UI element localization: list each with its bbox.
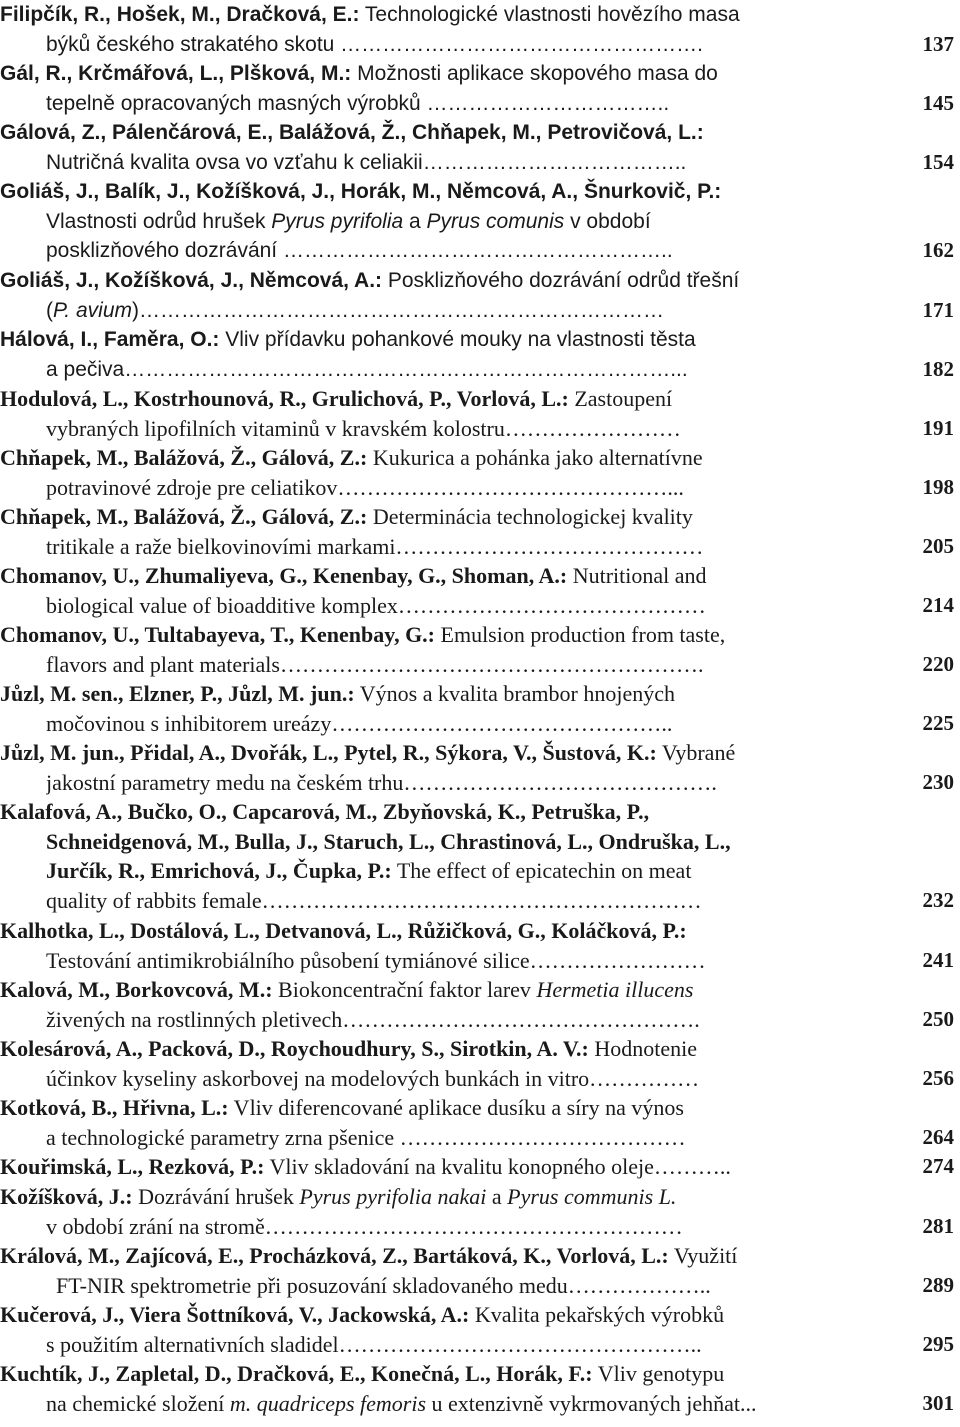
entry-authors-line: Králová, M., Zajícová, E., Procházková, Z., Bartáková, K., Vorlová, L.: Využití [0,1243,738,1268]
entry-title-line: a pečiva……………………………………………………………………... [46,357,688,381]
entry-authors-line: Goliáš, J., Balík, J., Kožíšková, J., Horák, M., Němcová, A., Šnurkovič, P.: [0,180,722,203]
entry-page-number: 264 [922,1124,954,1149]
entry-title-line: a technologické parametry zrna pšenice ………………………………… [46,1124,686,1150]
entry-page-number: 289 [922,1272,954,1297]
entry-title-line: jakostní parametry medu na českém trhu……………………………………. [46,769,717,795]
entry-authors-line: Kalhotka, L., Dostálová, L., Detvanová, L., Růžičková, G., Koláčková, P.: [0,918,687,943]
entry-authors-line: Filipčík, R., Hošek, M., Dračková, E.: Technologické vlastnosti hovězího masa [0,3,740,26]
entry-title-line: tepelně opracovaných masných výrobků …………………………….. [46,91,670,115]
entry-authors-line: Goliáš, J., Kožíšková, J., Němcová, A.: Posklizňového dozrávání odrůd třešní [0,269,740,292]
entry-authors-line: Chomanov, U., Zhumaliyeva, G., Kenenbay, G., Shoman, A.: Nutritional and [0,563,707,588]
entry-authors-line: Jůzl, M. jun., Přidal, A., Dvořák, L., Pytel, R., Sýkora, V., Šustová, K.: Vybrané [0,740,736,765]
entry-authors-line: Chomanov, U., Tultabayeva, T., Kenenbay, G.: Emulsion production from taste, [0,622,726,647]
entry-authors-line: Kožíšková, J.: Dozrávání hrušek Pyrus pyrifolia nakai a Pyrus communis L. [0,1184,677,1209]
entry-title-line: biological value of bioadditive komplex…………………………………… [46,592,706,618]
entry-page-number: 214 [922,592,954,617]
entry-title-line: na chemické složení m. quadriceps femoris u extenzivně vykrmovaných jehňat... [46,1390,757,1416]
entry-authors-line: Kalová, M., Borkovcová, M.: Biokoncentrační faktor larev Hermetia illucens [0,977,694,1002]
entry-page-number: 274 [922,1154,954,1178]
entry-title-line: Jurčík, R., Emrichová, J., Čupka, P.: The effect of epicatechin on meat [46,858,692,883]
entry-title-line: tritikale a raže bielkovinovími markami…………………………………… [46,533,704,559]
entry-page-number: 137 [922,31,954,56]
entry-page-number: 241 [922,947,954,972]
entry-title-line: účinkov kyseliny askorbovej na modelových bunkách in vitro…………… [46,1065,700,1091]
entry-title-line: potravinové zdroje pre celiatikov………………………………………... [46,474,684,500]
entry-page-number: 295 [922,1331,954,1356]
entry-page-number: 182 [922,356,954,381]
entry-title-line: (P. avium)………………………………………………………………… [46,298,664,322]
entry-title-line: FT-NIR spektrometrie při posuzování skladovaného medu……………….. [56,1272,711,1298]
entry-page-number: 250 [922,1006,954,1031]
entry-authors-line: Hálová, I., Faměra, O.: Vliv přídavku pohankové mouky na vlastnosti těsta [0,328,696,351]
entry-title-line: močovinou s inhibitorem ureázy……………………………………….. [46,710,673,736]
entry-authors-line: Kučerová, J., Viera Šottníková, V., Jackowská, A.: Kvalita pekařských výrobků [0,1302,725,1327]
entry-page-number: 232 [922,887,954,912]
entry-authors-line: Hodulová, L., Kostrhounová, R., Grulichová, P., Vorlová, L.: Zastoupení [0,386,673,411]
entry-page-number: 205 [922,533,954,558]
entry-page-number: 171 [922,297,954,322]
entry-title-line: s použitím alternativních sladidel………………………………………….. [46,1331,702,1357]
entry-authors-line: Kolesárová, A., Packová, D., Roychoudhury, S., Sirotkin, A. V.: Hodnotenie [0,1036,697,1061]
entry-title-line: Vlastnosti odrůd hrušek Pyrus pyrifolia a Pyrus comunis v období [46,209,651,233]
entry-title-line: živených na rostlinných pletivech…………………………………………. [46,1006,700,1032]
entry-authors-line: Jůzl, M. sen., Elzner, P., Jůzl, M. jun.: Výnos a kvalita brambor hnojených [0,681,676,706]
entry-title-line: v období zrání na stromě………………………………………………… [46,1213,683,1239]
entry-page-number: 230 [922,769,954,794]
entry-authors-line: Gál, R., Krčmářová, L., Plšková, M.: Možnosti aplikace skopového masa do [0,62,718,85]
entry-authors-line: Chňapek, M., Balážová, Ž., Gálová, Z.: Determinácia technologickej kvality [0,504,693,529]
entry-page-number: 145 [922,90,954,115]
entry-page-number: 191 [922,415,954,440]
entry-page-number: 301 [922,1390,954,1415]
entry-authors-line: Kouřimská, L., Rezková, P.: Vliv skladování na kvalitu konopného oleje……….. [0,1154,731,1179]
entry-page-number: 281 [922,1213,954,1238]
entry-authors-line: Kotková, B., Hřivna, L.: Vliv diferencované aplikace dusíku a síry na výnos [0,1095,684,1120]
entry-title-line: Schneidgenová, M., Bulla, J., Staruch, L., Chrastinová, L., Ondruška, L., [46,828,731,854]
entry-page-number: 256 [922,1065,954,1090]
entry-title-line: posklizňového dozrávání ……………………………………………….. [46,239,673,262]
entry-title-line: vybraných lipofilních vitaminů v kravském kolostru…………………… [46,415,681,441]
entry-page-number: 154 [922,149,954,174]
entry-authors-line: Kalafová, A., Bučko, O., Capcarová, M., Zbyňovská, K., Petruška, P., [0,799,650,824]
entry-page-number: 162 [922,238,954,262]
entry-title-line: Nutričná kvalita ovsa vo vzťahu k celiakii……………………………….. [46,150,687,174]
entry-title-line: flavors and plant materials…………………………………………………. [46,651,704,677]
entry-title-line: Testování antimikrobiálního působení tymiánové silice…………………… [46,947,706,973]
entry-authors-line: Chňapek, M., Balážová, Ž., Gálová, Z.: Kukurica a pohánka jako alternatívne [0,445,703,470]
entry-authors-line: Gálová, Z., Pálenčárová, E., Balážová, Ž., Chňapek, M., Petrovičová, L.: [0,121,704,144]
entry-page-number: 220 [922,651,954,676]
entry-title-line: býků českého strakatého skotu ……………………………………………. [46,32,703,56]
entry-title-line: quality of rabbits female…………………………………………………… [46,887,702,913]
entry-page-number: 198 [922,474,954,499]
entry-authors-line: Kuchtík, J., Zapletal, D., Dračková, E., Konečná, L., Horák, F.: Vliv genotypu [0,1361,725,1386]
entry-page-number: 225 [922,710,954,735]
